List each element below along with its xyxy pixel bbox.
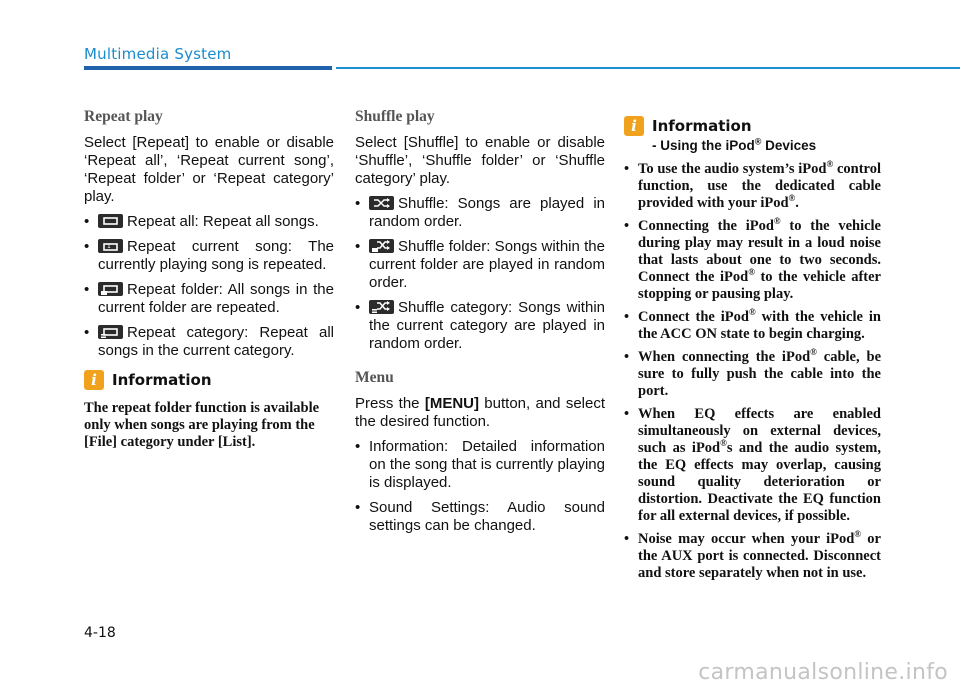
list-item — [84, 238, 334, 274]
list-item: • Sound Settings: Audio sound settings can be changed. — [355, 499, 605, 535]
list-item: • To use the audio system’s iPod® control function, use the dedicated cable provided with your iPod®. — [624, 161, 881, 212]
list-item: • When EQ effects are enabled simultaneously on external devices, such as iPod®s and the audio system, the EQ effects may overlap, causing sound quality deterioration or distortion. Deactivate the EQ function for all external devices, if possible. — [624, 406, 881, 525]
header-rule-dark — [84, 66, 332, 70]
info-header — [624, 116, 881, 136]
list-item: • Connecting the iPod® to the vehicle during play may result in a loud noise that lasts about one to two seconds. Connect the iPod® to the vehicle after stopping or pausing play. — [624, 218, 881, 303]
shuffle-list — [355, 195, 605, 353]
page-number: 4-18 — [84, 625, 116, 641]
info-icon: i — [84, 370, 104, 390]
watermark: carmanualsonline.info — [698, 660, 948, 685]
info-title: Information — [652, 117, 752, 135]
list-item — [84, 281, 334, 317]
list-item — [355, 299, 605, 353]
info-title: Information — [112, 371, 212, 389]
repeat-song-icon — [98, 239, 123, 253]
info-header — [84, 370, 334, 390]
list-item — [84, 324, 334, 360]
menu-button-label: [MENU] — [424, 395, 479, 412]
list-item — [84, 213, 334, 231]
list-item: • Connect the iPod® with the vehicle in the ACC ON state to begin charging. — [624, 309, 881, 343]
shuffle-intro: Select [Shuffle] to enable or disable ‘Shuffle’, ‘Shuffle folder’ or ‘Shuffle category’ play. — [355, 134, 605, 187]
repeat-all-icon — [98, 214, 123, 228]
menu-heading: Menu — [355, 369, 394, 386]
shuffle-category-icon — [369, 300, 394, 314]
repeat-heading: Repeat play — [84, 108, 163, 125]
info-text: The repeat folder function is available only when songs are playing from the [File] category under [List]. — [84, 400, 320, 450]
list-item: • Information: Detailed information on the song that is currently playing is displayed. — [355, 438, 605, 492]
list-item — [355, 195, 605, 231]
menu-intro: Press the [MENU] button, and select the desired function. — [355, 395, 606, 430]
column-ipod-info — [624, 108, 881, 588]
repeat-folder-text: Repeat folder: All songs in the current folder are repeated. — [98, 281, 334, 316]
header-rule-light — [336, 67, 960, 69]
info-icon: i — [624, 116, 644, 136]
list-item — [355, 238, 605, 292]
column-repeat — [84, 108, 334, 451]
shuffle-folder-text: Shuffle folder: Songs within the current folder are played in random order. — [369, 238, 605, 291]
repeat-category-text: Repeat category: Repeat all songs in the current category. — [98, 324, 334, 359]
column-shuffle-menu — [355, 108, 605, 542]
repeat-category-icon — [98, 325, 123, 339]
menu-list — [355, 438, 605, 535]
shuffle-folder-icon — [369, 239, 394, 253]
info-subtitle: - Using the iPod® Devices — [652, 136, 817, 153]
list-item: • When connecting the iPod® cable, be sure to fully push the cable into the port. — [624, 349, 881, 400]
shuffle-heading: Shuffle play — [355, 108, 435, 125]
repeat-list — [84, 213, 334, 360]
shuffle-text: Shuffle: Songs are played in random order. — [369, 195, 605, 230]
list-item: • Noise may occur when your iPod® or the AUX port is connected. Disconnect and store separately when not in use. — [624, 531, 881, 582]
shuffle-icon — [369, 196, 394, 210]
repeat-intro: Select [Repeat] to enable or disable ‘Repeat all’, ‘Repeat current song’, ‘Repeat folder’ or ‘Repeat category’ play. — [84, 134, 334, 205]
ipod-info-list — [624, 161, 881, 582]
svg-text:1: • 1 — [107, 243, 111, 250]
shuffle-category-text: Shuffle category: Songs within the current category are played in random order. — [369, 299, 605, 352]
repeat-all-text: Repeat all: Repeat all songs. — [127, 213, 319, 230]
repeat-folder-icon — [98, 282, 123, 296]
section-title: Multimedia System — [84, 45, 232, 63]
repeat-song-text: Repeat current song: The currently playing song is repeated. — [98, 238, 334, 273]
